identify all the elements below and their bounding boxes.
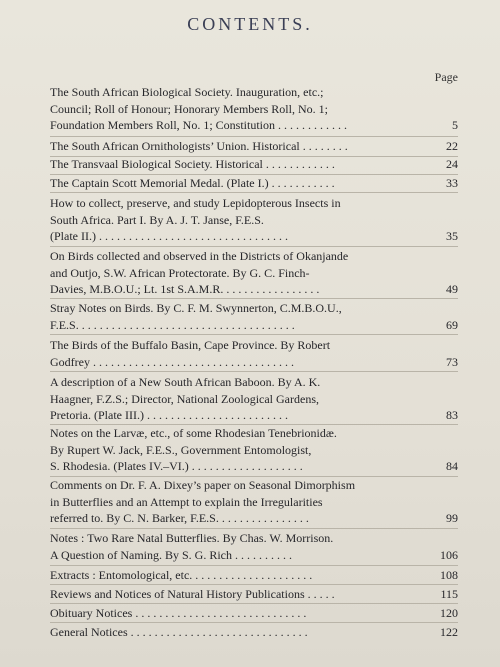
entry-page-number: 5 [452,118,458,132]
entry-line: A description of a New South African Baboon. By A. K. [50,375,321,389]
divider [50,298,458,299]
entry-page-number: 120 [440,606,458,620]
entry-line: The Captain Scott Memorial Medal. (Plate I.) . . . . . . . . . . . [50,176,335,190]
entry-line: Foundation Members Roll, No. 1; Constitution . . . . . . . . . . . . [50,118,348,132]
entry-line: Godfrey . . . . . . . . . . . . . . . . . . . . . . . . . . . . . . . . . . [50,354,294,369]
toc-entry[interactable] [50,567,458,584]
entry-page-number: 35 [446,229,458,243]
divider [50,371,458,372]
toc-entry[interactable] [50,300,458,333]
divider [50,603,458,604]
divider [50,246,458,247]
entry-page-number: 122 [440,625,458,639]
entry-page-number: 69 [446,317,458,332]
divider [50,584,458,585]
entry-page-number: 33 [446,176,458,190]
entry-line: F.E.S. . . . . . . . . . . . . . . . . . . . . . . . . . . . . . . . . . . . . [50,317,295,332]
entry-line: The Transvaal Biological Society. Historical . . . . . . . . . . . . [50,157,335,171]
toc-entry[interactable] [50,175,458,192]
entry-page-number: 73 [446,354,458,369]
entry-line: By Rupert W. Jack, F.E.S., Government Entomologist, [50,442,312,457]
divider [50,528,458,529]
entry-page-number: 99 [446,511,458,525]
divider [50,565,458,566]
toc-entry[interactable] [50,138,458,155]
toc-entry[interactable] [50,605,458,622]
entry-line: Extracts : Entomological, etc. . . . . . . . . . . . . . . . . . . . . [50,568,313,582]
entry-line: Haagner, F.Z.S.; Director, National Zoological Gardens, [50,391,319,406]
entry-page-number: 108 [440,568,458,582]
entry-line: Notes on the Larvæ, etc., of some Rhodesian Tenebrionidæ. [50,426,337,440]
toc-entry[interactable] [50,624,458,641]
toc-entry[interactable] [50,477,458,527]
entry-line: Stray Notes on Birds. By C. F. M. Swynnerton, C.M.B.O.U., [50,301,342,315]
toc-entry[interactable] [50,425,458,475]
entry-page-number: 49 [446,282,458,296]
entry-line: Council; Roll of Honour; Honorary Members Roll, No. 1; [50,101,328,116]
entry-page-number: 84 [446,459,458,473]
toc-entry[interactable] [50,374,458,424]
entry-line: The Birds of the Buffalo Basin, Cape Province. By Robert [50,338,331,352]
entry-page-number: 83 [446,408,458,422]
entry-line: Reviews and Notices of Natural History Publications . . . . . [50,587,335,601]
entry-page-number: 106 [440,547,458,562]
entry-line: referred to. By C. N. Barker, F.E.S. . . . . . . . . . . . . . . . [50,511,309,525]
entry-line: S. Rhodesia. (Plates IV.–VI.) . . . . . . . . . . . . . . . . . . . [50,459,303,473]
entry-line: Obituary Notices . . . . . . . . . . . . . . . . . . . . . . . . . . . . . [50,606,307,620]
entry-line: On Birds collected and observed in the Districts of Okanjande [50,249,349,263]
toc-entry[interactable] [50,248,458,298]
entry-line: and Outjo, S.W. African Protectorate. By G. C. Finch- [50,265,310,280]
divider [50,192,458,193]
entry-line: Notes : Two Rare Natal Butterflies. By Chas. W. Morrison. [50,531,334,545]
entry-line: (Plate II.) . . . . . . . . . . . . . . . . . . . . . . . . . . . . . . . . [50,229,288,243]
toc-entry[interactable] [50,195,458,245]
entry-line: Pretoria. (Plate III.) . . . . . . . . . . . . . . . . . . . . . . . . [50,408,288,422]
entry-line: Davies, M.B.O.U.; Lt. 1st S.A.M.R. . . . . . . . . . . . . . . . . [50,282,320,296]
divider [50,334,458,335]
entry-line: The South African Biological Society. Inauguration, etc.; [50,85,324,99]
entry-page-number: 115 [440,587,458,601]
entry-line: A Question of Naming. By S. G. Rich . . . . . . . . . . [50,547,292,562]
entry-line: General Notices . . . . . . . . . . . . . . . . . . . . . . . . . . . . . . [50,625,308,639]
page-column-header: Page [434,70,458,84]
divider [50,622,458,623]
divider [50,136,458,137]
page-title: CONTENTS. [187,14,313,34]
entry-line: Comments on Dr. F. A. Dixey’s paper on Seasonal Dimorphism [50,478,356,492]
entry-line: in Butterflies and an Attempt to explain the Irregularities [50,494,323,509]
toc-entry[interactable] [50,84,458,134]
entry-line: The South African Ornithologists’ Union. Historical . . . . . . . . [50,139,348,153]
entry-line: How to collect, preserve, and study Lepidopterous Insects in [50,196,341,210]
entry-page-number: 22 [446,139,458,153]
toc-entry[interactable] [50,156,458,173]
toc-entry[interactable] [50,337,458,370]
toc-entry[interactable] [50,530,458,563]
entry-line: South Africa. Part I. By A. J. T. Janse, F.E.S. [50,212,264,227]
entry-page-number: 24 [446,157,458,171]
toc-entry[interactable] [50,586,458,603]
